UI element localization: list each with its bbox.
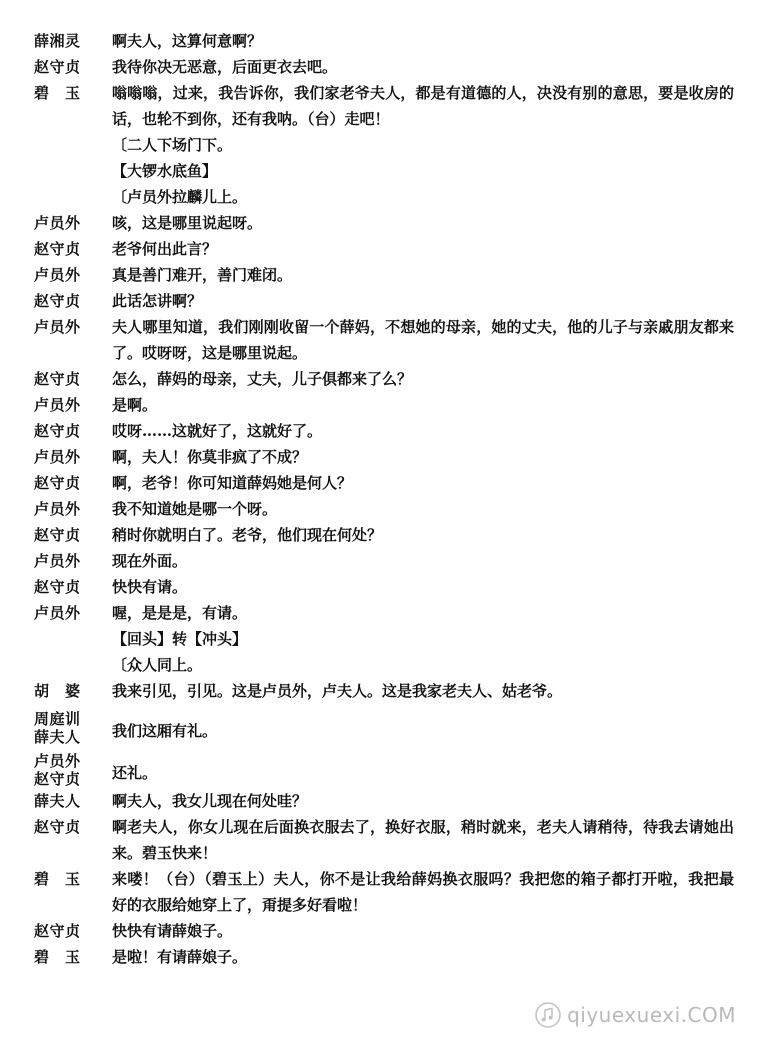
dialogue-line	[34, 236, 734, 262]
speaker-name: 赵守贞	[34, 922, 81, 940]
dialogue-text: 我不知道她是哪一个呀。	[112, 500, 278, 518]
speaker-name: 薛夫人	[34, 728, 81, 746]
dialogue-text: 哎呀……这就好了，这就好了。	[112, 422, 323, 440]
speaker-name: 赵守贞	[34, 526, 81, 544]
dialogue-line	[34, 262, 734, 288]
speaker-name: 周庭训	[34, 710, 81, 728]
dialogue-text: 嗡嗡嗡，过来，我告诉你，我们家老爷夫人，都是有道德的人，决没有别的意思，要是收房的话，也轮不到你，还有我呐。（台）走吧！	[112, 84, 734, 128]
dialogue-line	[34, 918, 734, 944]
speaker-name: 赵守贞	[34, 422, 81, 440]
music-cue: 【大锣水底鱼】	[112, 162, 218, 180]
dialogue-text: 啊，老爷！你可知道薛妈她是何人？	[112, 474, 353, 492]
dialogue-line	[34, 814, 734, 866]
dialogue-text: 是啊。	[112, 396, 158, 414]
dialogue-line	[34, 522, 734, 548]
dialogue-line	[34, 392, 734, 418]
stage-direction: 〔卢员外拉麟儿上。	[112, 188, 248, 206]
speaker-name: 卢员外	[34, 552, 81, 570]
stage-direction: 〔众人同上。	[112, 656, 203, 674]
speaker-name: 胡 婆	[34, 682, 81, 700]
speaker-name: 卢员外	[34, 604, 81, 622]
dialogue-text: 我来引见，引见。这是卢员外，卢夫人。这是我家老夫人、姑老爷。	[112, 682, 563, 700]
dialogue-text: 还礼。	[112, 764, 158, 782]
dialogue-text: 啊，夫人！你莫非疯了不成？	[112, 448, 308, 466]
dialogue-text: 老爷何出此言？	[112, 240, 218, 258]
speaker-name: 薛湘灵	[34, 32, 81, 50]
dialogue-line	[34, 866, 734, 918]
dialogue-line	[34, 750, 734, 788]
dialogue-line	[34, 80, 734, 132]
dialogue-line	[34, 210, 734, 236]
dialogue-text: 啊老夫人，你女儿现在后面换衣服去了，换好衣服，稍时就来，老夫人请稍待，待我去请她出来。碧玉快来！	[112, 818, 734, 862]
dialogue-line	[34, 418, 734, 444]
dialogue-line	[34, 496, 734, 522]
dialogue-line	[34, 678, 734, 704]
stage-direction: 〔二人下场门下。	[112, 136, 233, 154]
speaker-name: 碧 玉	[34, 84, 81, 102]
speaker-name: 卢员外	[34, 500, 81, 518]
dialogue-line	[34, 54, 734, 80]
dialogue-text: 夫人哪里知道，我们刚刚收留一个薛妈，不想她的母亲，她的丈夫，他的儿子与亲戚朋友都来了。哎呀呀，这是哪里说起。	[112, 318, 734, 362]
dialogue-line	[34, 288, 734, 314]
dialogue-line	[34, 708, 734, 746]
speaker-name: 卢员外	[34, 214, 81, 232]
speaker-name: 赵守贞	[34, 474, 81, 492]
dialogue-text: 是啦！有请薛娘子。	[112, 948, 248, 966]
dialogue-text: 喔，是是是，有请。	[112, 604, 248, 622]
speaker-name: 赵守贞	[34, 770, 81, 788]
speaker-name: 卢员外	[34, 752, 81, 770]
dialogue-text: 我们这厢有礼。	[112, 722, 218, 740]
script-body	[34, 28, 734, 970]
speaker-name: 赵守贞	[34, 818, 81, 836]
dialogue-line	[34, 944, 734, 970]
dialogue-line	[34, 788, 734, 814]
dialogue-line	[34, 314, 734, 366]
watermark-text: qiyuexuexi.COM	[567, 1003, 736, 1027]
speaker-name: 赵守贞	[34, 292, 81, 310]
speaker-name: 碧 玉	[34, 870, 81, 888]
dialogue-text: 来喽！（台）（碧玉上）夫人，你不是让我给薛妈换衣服吗？我把您的箱子都打开啦，我把最好的衣服给她穿上了，甭提多好看啦！	[112, 870, 734, 914]
dialogue-text: 真是善门难开，善门难闭。	[112, 266, 293, 284]
speaker-group	[34, 708, 112, 746]
dialogue-text: 啊夫人，这算何意啊？	[112, 32, 263, 50]
speaker-group	[34, 750, 112, 788]
dialogue-text: 啊夫人，我女儿现在何处哇？	[112, 792, 308, 810]
dialogue-text: 我待你决无恶意，后面更衣去吧。	[112, 58, 338, 76]
dialogue-text: 快快有请。	[112, 578, 188, 596]
speaker-name: 赵守贞	[34, 370, 81, 388]
speaker-name: 薛夫人	[34, 792, 81, 810]
dialogue-line	[34, 548, 734, 574]
dialogue-text: 此话怎讲啊？	[112, 292, 203, 310]
music-cue: 【回头】转【冲头】	[112, 630, 248, 648]
music-note-logo-icon	[535, 1002, 561, 1028]
speaker-name: 卢员外	[34, 396, 81, 414]
dialogue-text: 现在外面。	[112, 552, 188, 570]
speaker-name: 卢员外	[34, 318, 81, 336]
dialogue-line	[34, 28, 734, 54]
dialogue-line	[34, 574, 734, 600]
dialogue-line	[34, 600, 734, 626]
speaker-name: 赵守贞	[34, 240, 81, 258]
speaker-name: 赵守贞	[34, 578, 81, 596]
dialogue-text: 咳，这是哪里说起呀。	[112, 214, 263, 232]
site-watermark	[535, 1002, 736, 1028]
speaker-name: 赵守贞	[34, 58, 81, 76]
dialogue-line	[34, 366, 734, 392]
dialogue-line	[34, 444, 734, 470]
speaker-name: 卢员外	[34, 448, 81, 466]
speaker-name: 卢员外	[34, 266, 81, 284]
dialogue-text: 怎么，薛妈的母亲，丈夫，儿子俱都来了么？	[112, 370, 413, 388]
dialogue-text: 稍时你就明白了。老爷，他们现在何处？	[112, 526, 383, 544]
dialogue-text: 快快有请薛娘子。	[112, 922, 233, 940]
speaker-name: 碧 玉	[34, 948, 81, 966]
dialogue-line	[34, 470, 734, 496]
